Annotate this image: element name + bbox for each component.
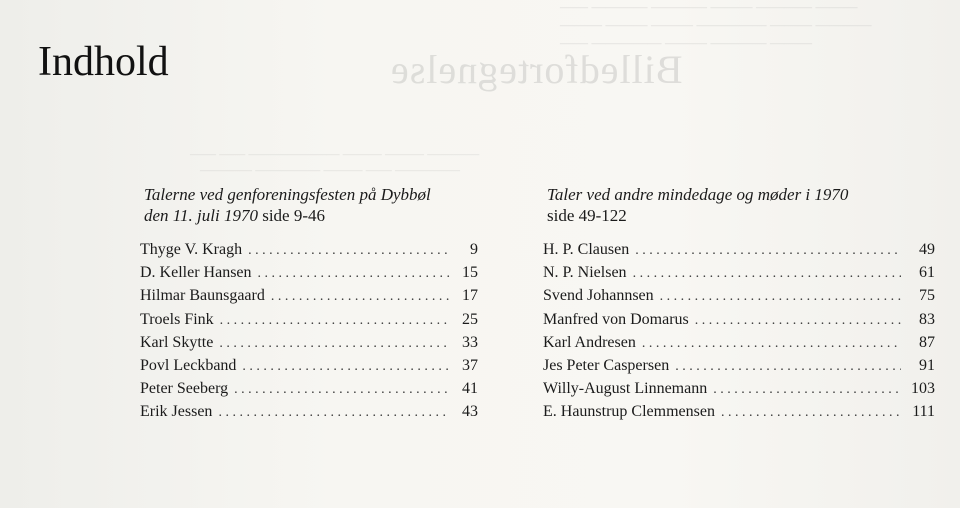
show-through-text: Billedfortegnelse bbox=[390, 47, 683, 92]
section-heading-date: den 11. juli 1970 bbox=[144, 206, 258, 225]
section-heading bbox=[140, 184, 478, 226]
toc-entry[interactable] bbox=[140, 308, 478, 331]
entry-page: 61 bbox=[919, 264, 935, 282]
entry-page: 49 bbox=[919, 241, 935, 258]
section-heading-line1: Talerne ved genforeningsfesten på Dybbøl bbox=[144, 185, 431, 204]
section-heading-pages: side 9-46 bbox=[257, 206, 325, 225]
dot-leader bbox=[713, 378, 901, 401]
entry-name: Erik Jessen bbox=[140, 403, 213, 421]
entry-page: 43 bbox=[462, 403, 478, 421]
entry-page: 37 bbox=[462, 356, 478, 374]
toc-entry[interactable] bbox=[543, 331, 935, 354]
entry-name: D. Keller Hansen bbox=[140, 264, 252, 282]
toc-entry[interactable] bbox=[543, 238, 935, 261]
show-through-text: ————— —— ——— ————— ———— bbox=[200, 162, 460, 177]
entry-name: Povl Leckband bbox=[140, 356, 237, 374]
toc-entry[interactable] bbox=[140, 238, 478, 261]
dot-leader bbox=[633, 262, 901, 285]
entry-page: 9 bbox=[470, 241, 478, 258]
entry-name: Thyge V. Kragh bbox=[140, 241, 243, 258]
toc-entry[interactable] bbox=[543, 308, 935, 331]
dot-leader bbox=[721, 401, 901, 424]
entry-page: 17 bbox=[462, 287, 478, 305]
show-through-text: ———— ——— ————— ——— ——— ——— bbox=[560, 18, 872, 33]
dot-leader bbox=[635, 239, 901, 262]
entry-page: 91 bbox=[919, 356, 935, 374]
entry-name: H. P. Clausen bbox=[543, 241, 630, 258]
section-heading bbox=[543, 184, 935, 226]
toc-entry[interactable] bbox=[140, 284, 478, 307]
entry-name: Hilmar Baunsgaard bbox=[140, 287, 265, 305]
entry-name: Karl Andresen bbox=[543, 333, 636, 351]
toc-entry[interactable] bbox=[140, 377, 478, 400]
section-heading-line1: Taler ved andre mindedage og møder i 1970 bbox=[547, 185, 849, 204]
entry-name: Jes Peter Caspersen bbox=[543, 356, 670, 374]
toc-section-other bbox=[543, 184, 935, 424]
dot-leader bbox=[642, 332, 901, 355]
entry-name: Willy-August Linnemann bbox=[543, 380, 708, 398]
entry-page: 25 bbox=[462, 310, 478, 328]
toc-entry[interactable] bbox=[543, 400, 935, 423]
section-heading-line2 bbox=[144, 205, 478, 226]
entry-name: E. Haunstrup Clemmensen bbox=[543, 403, 715, 421]
dot-leader bbox=[258, 262, 450, 285]
entry-page: 33 bbox=[462, 333, 478, 351]
toc-section-dybbol bbox=[140, 184, 478, 424]
dot-leader bbox=[271, 285, 450, 308]
entry-page: 111 bbox=[912, 403, 935, 421]
entry-name: Troels Fink bbox=[140, 310, 214, 328]
toc-entry[interactable] bbox=[140, 354, 478, 377]
show-through-text: ———— ——— ——— ——————— —— —— bbox=[190, 146, 480, 161]
toc-entry[interactable] bbox=[543, 377, 935, 400]
entry-page: 103 bbox=[911, 380, 935, 398]
entry-page: 41 bbox=[462, 380, 478, 398]
entry-page: 75 bbox=[919, 287, 935, 305]
entry-page: 87 bbox=[919, 333, 935, 351]
dot-leader bbox=[695, 309, 901, 332]
toc-entry[interactable] bbox=[140, 400, 478, 423]
toc-entry[interactable] bbox=[140, 261, 478, 284]
dot-leader bbox=[234, 378, 450, 401]
dot-leader bbox=[220, 309, 450, 332]
entry-name: Karl Skytte bbox=[140, 333, 214, 351]
entry-page: 83 bbox=[919, 310, 935, 328]
toc-list bbox=[543, 238, 935, 424]
toc-entry[interactable] bbox=[543, 354, 935, 377]
dot-leader bbox=[248, 239, 450, 262]
dot-leader bbox=[675, 355, 901, 378]
dot-leader bbox=[219, 332, 450, 355]
toc-entry[interactable] bbox=[543, 284, 935, 307]
toc-entry[interactable] bbox=[543, 261, 935, 284]
toc-entry[interactable] bbox=[140, 331, 478, 354]
dot-leader bbox=[218, 401, 450, 424]
show-through-text: ——— ———— ——— ————— —— bbox=[560, 36, 812, 51]
entry-name: Manfred von Domarus bbox=[543, 310, 689, 328]
entry-name: Peter Seeberg bbox=[140, 380, 229, 398]
page-title: Indhold bbox=[38, 39, 169, 85]
section-heading-pages: side 49-122 bbox=[547, 206, 627, 225]
entry-name: N. P. Nielsen bbox=[543, 264, 627, 282]
toc-list bbox=[140, 238, 478, 424]
show-through-text: ——— ———— ——— ———— ———— —— bbox=[560, 0, 858, 15]
dot-leader bbox=[660, 285, 901, 308]
dot-leader bbox=[242, 355, 450, 378]
entry-name: Svend Johannsen bbox=[543, 287, 654, 305]
entry-page: 15 bbox=[462, 264, 478, 282]
